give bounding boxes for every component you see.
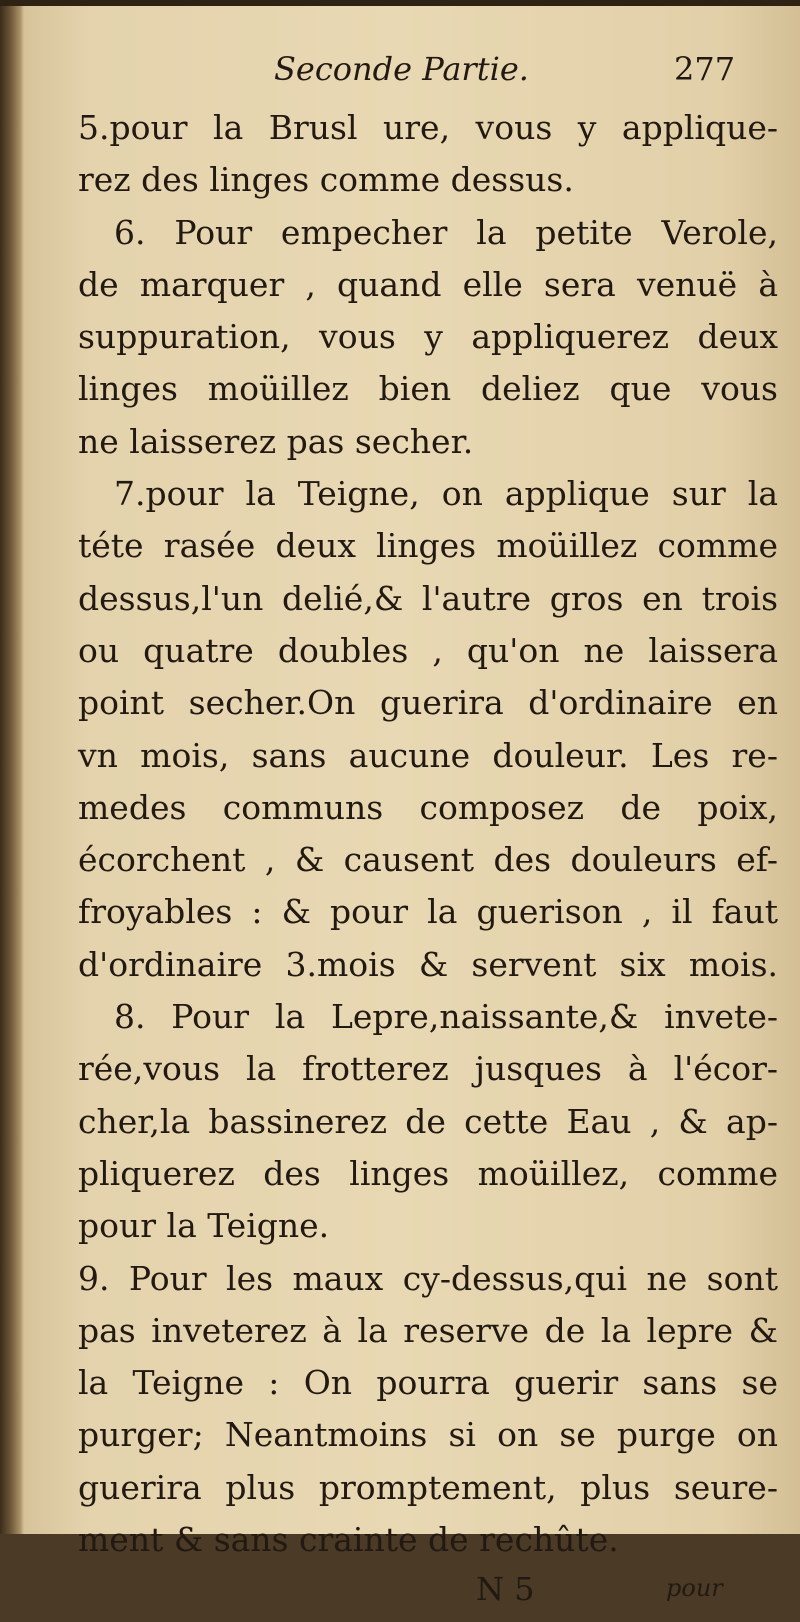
text-line: point secher.On guerira d'ordinaire en <box>78 683 778 723</box>
text-line: la Teigne : On pourra guerir sans se <box>78 1363 778 1403</box>
text-line: pour la Teigne. <box>78 1206 330 1246</box>
text-line: pliquerez des linges moüillez, comme <box>78 1153 778 1193</box>
text-line: purger; Neantmoins si on se purge on <box>78 1415 778 1455</box>
running-title: Seconde Partie. <box>274 50 529 88</box>
text-line: vn mois, sans aucune douleur. Les re- <box>78 735 778 775</box>
text-line: 8. Pour la Lepre,naissante,& invete- <box>114 997 778 1037</box>
text-line: suppuration, vous y appliquerez deux <box>78 317 778 357</box>
text-line: linges moüillez bien deliez que vous <box>78 369 778 409</box>
text-line: 6. Pour empecher la petite Verole, <box>114 212 778 252</box>
text-line: téte rasée deux linges moüillez comme <box>78 526 778 566</box>
page-header <box>78 44 778 102</box>
text-line: 9. Pour les maux cy-dessus,qui ne sont <box>78 1258 778 1298</box>
text-line: guerira plus promptement, plus seure- <box>78 1467 778 1507</box>
page-text-block <box>78 44 778 1622</box>
binding-gutter <box>0 0 24 1534</box>
catchword: pour <box>666 1574 723 1603</box>
text-line: écorchent , & causent des douleurs ef- <box>78 840 778 880</box>
text-line: rez des linges comme dessus. <box>78 160 574 200</box>
page-number: 277 <box>674 50 736 88</box>
page-top-edge <box>0 0 800 6</box>
text-line: d'ordinaire 3.mois & servent six mois. <box>78 944 778 984</box>
text-line: froyables : & pour la guerison , il faut <box>78 892 778 932</box>
text-line: cher,la bassinerez de cette Eau , & ap- <box>78 1101 778 1141</box>
page-footer <box>78 1570 778 1622</box>
text-line: dessus,l'un delié,& l'autre gros en trois <box>78 578 778 618</box>
text-line: rée,vous la frotterez jusques à l'écor- <box>78 1049 778 1089</box>
text-line: de marquer , quand elle sera venuë à <box>78 264 778 304</box>
text-line: medes communs composez de poix, <box>78 787 778 827</box>
text-line: 5.pour la Brusl ure, vous y applique- <box>78 108 778 147</box>
text-line: 7.pour la Teigne, on applique sur la <box>114 474 778 514</box>
text-line: ment & sans crainte de rechûte. <box>78 1520 619 1560</box>
text-line: pas inveterez à la reserve de la lepre & <box>78 1310 778 1350</box>
signature-mark: N 5 <box>476 1570 535 1609</box>
text-line: ne laisserez pas secher. <box>78 421 474 461</box>
text-line: ou quatre doubles , qu'on ne laissera <box>78 630 778 670</box>
